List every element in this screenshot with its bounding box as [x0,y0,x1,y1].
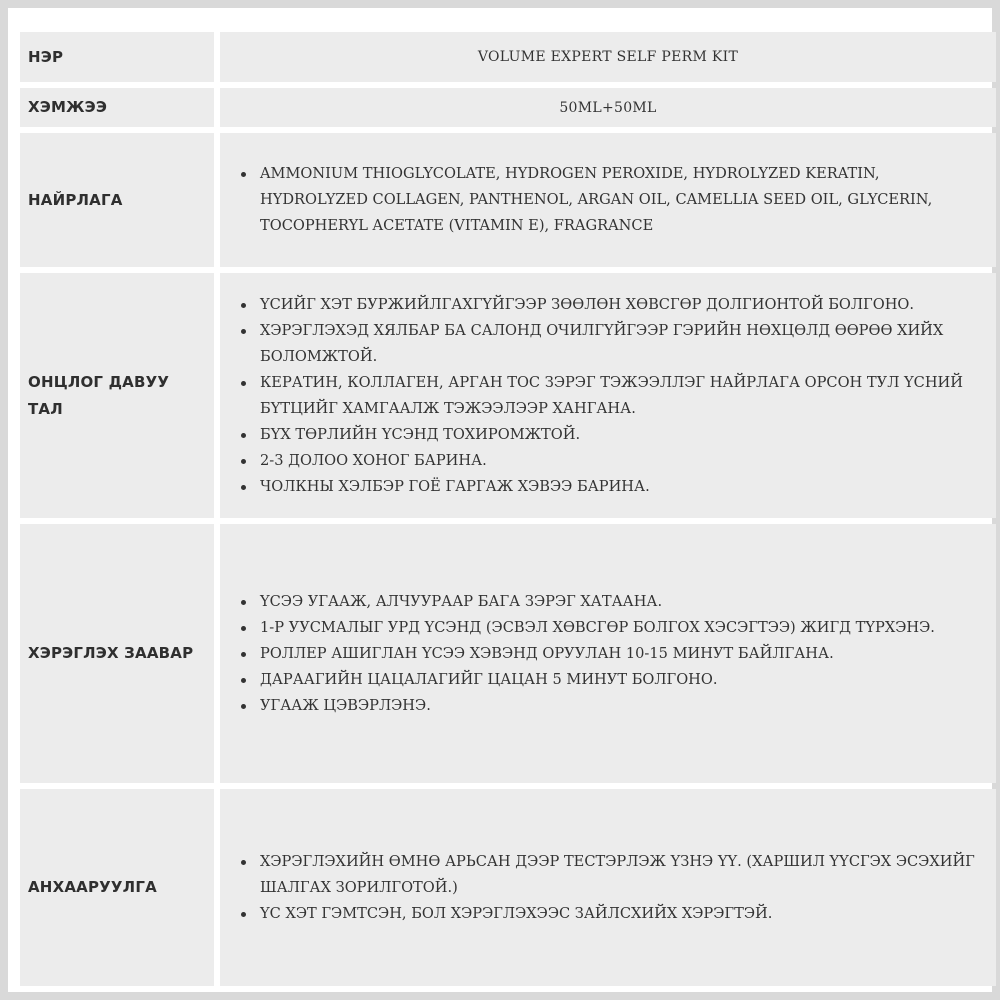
usage-value [220,524,996,783]
list-item: ДАРААГИЙН ЦАЦАЛАГИЙГ ЦАЦАН 5 МИНУТ БОЛГОНО. [258,667,935,693]
list-item: УГААЖ ЦЭВЭРЛЭНЭ. [258,693,935,719]
ingredients-label-text: НАЙРЛАГА [28,190,123,209]
list-item: 2-3 ДОЛОО ХОНОГ БАРИНА. [258,448,982,474]
caution-value [220,789,996,986]
list-item: ХЭРЭГЛЭХЭД ХЯЛБАР БА САЛОНД ОЧИЛГҮЙГЭЭР ГЭРИЙН НӨХЦӨЛД ӨӨРӨӨ ХИЙХ БОЛОМЖТОЙ. [258,318,982,370]
features-label-text: ОНЦЛОГ ДАВУУ ТАЛ [28,372,170,418]
caution-label [20,789,214,986]
name-label [20,32,214,82]
list-item: КЕРАТИН, КОЛЛАГЕН, АРГАН ТОС ЗЭРЭГ ТЭЖЭЭЛЛЭГ НАЙРЛАГА ОРСОН ТУЛ ҮСНИЙ БҮТЦИЙГ ХАМГААЛЖ ТЭЖЭЭЛЭЭР ХАНГАНА. [258,370,982,422]
ingredients-label [20,133,214,267]
size-value [220,88,996,127]
size-label-text: ХЭМЖЭЭ [28,98,108,116]
list-item: ҮС ХЭТ ГЭМТСЭН, БОЛ ХЭРЭГЛЭХЭЭС ЗАЙЛСХИЙХ ХЭРЭГТЭЙ. [258,901,982,927]
list-item: РОЛЛЕР АШИГЛАН ҮСЭЭ ХЭВЭНД ОРУУЛАН 10-15 МИНУТ БАЙЛГАНА. [258,641,935,667]
caution-list [238,849,982,927]
caution-label-text: АНХААРУУЛГА [28,878,157,896]
list-item: 1-Р УУСМАЛЫГ УРД ҮСЭНД (ЭСВЭЛ ХӨВСГӨР БОЛГОХ ХЭСЭГТЭЭ) ЖИГД ТҮРХЭНЭ. [258,615,935,641]
features-label [20,273,214,518]
list-item: AMMONIUM THIOGLYCOLATE, HYDROGEN PEROXIDE, HYDROLYZED KERATIN, HYDROLYZED COLLAGEN, PANTHENOL, ARGAN OIL, CAMELLIA SEED OIL, GLYCERIN, TOCOPHERYL ACETATE (VITAMIN E), FRAGRANCE [258,161,982,239]
ingredients-list [238,161,982,239]
name-value-text: VOLUME EXPERT SELF PERM KIT [477,49,739,65]
size-value-text: 50ML+50ML [559,99,657,116]
list-item: ҮСИЙГ ХЭТ БУРЖИЙЛГАХГҮЙГЭЭР ЗӨӨЛӨН ХӨВСГӨР ДОЛГИОНТОЙ БОЛГОНО. [258,292,982,318]
usage-list [238,589,935,719]
name-label-text: НЭР [28,47,64,66]
usage-label-text: ХЭРЭГЛЭХ ЗААВАР [28,644,194,662]
usage-label [20,524,214,783]
ingredients-value [220,133,996,267]
name-value [220,32,996,82]
size-label [20,88,214,127]
list-item: ҮСЭЭ УГААЖ, АЛЧУУРААР БАГА ЗЭРЭГ ХАТААНА. [258,589,935,615]
features-value [220,273,996,518]
list-item: ЧОЛКНЫ ХЭЛБЭР ГОЁ ГАРГАЖ ХЭВЭЭ БАРИНА. [258,474,982,500]
features-list [238,292,982,500]
list-item: ХЭРЭГЛЭХИЙН ӨМНӨ АРЬСАН ДЭЭР ТЕСТЭРЛЭЖ ҮЗНЭ ҮҮ. (ХАРШИЛ ҮҮСГЭХ ЭСЭХИЙГ ШАЛГАХ ЗОРИЛГОТОЙ.) [258,849,982,901]
list-item: БҮХ ТӨРЛИЙН ҮСЭНД ТОХИРОМЖТОЙ. [258,422,982,448]
